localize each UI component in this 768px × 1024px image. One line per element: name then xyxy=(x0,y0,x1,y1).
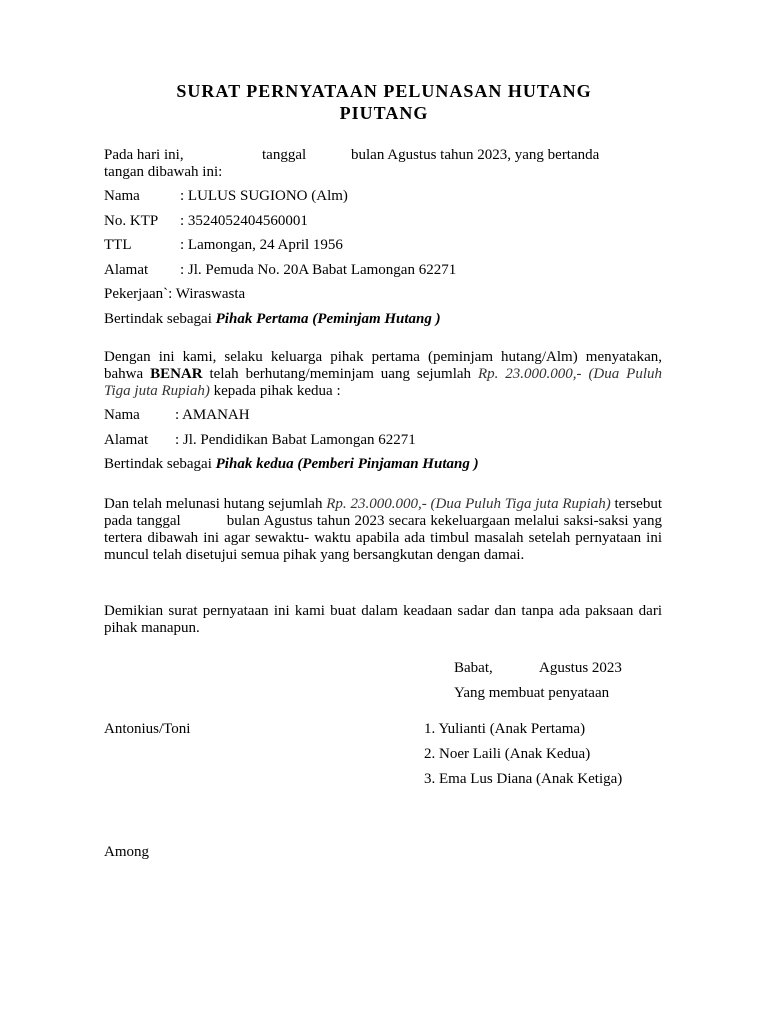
statement-text-2: telah berhutang/meminjam uang sejumlah xyxy=(209,366,472,382)
title-line-1: SURAT PERNYATAAN PELUNASAN HUTANG xyxy=(176,81,592,101)
statement-text-3: kepada pihak kedua : xyxy=(213,383,341,399)
witness-right-1: 1. Yulianti (Anak Pertama) xyxy=(424,721,586,737)
statement-amount: Rp. 23.000.000,- (Dua Puluh Tiga juta Rupiah) xyxy=(104,366,663,399)
nama-label: Nama xyxy=(104,407,140,423)
statement-text-1: Dengan ini kami, selaku keluarga pihak pertama (peminjam hutang/Alm) menyatakan, bahwa xyxy=(104,349,662,382)
alamat-label: Alamat xyxy=(104,432,149,448)
nama-value: : LULUS SUGIONO (Alm) xyxy=(180,188,348,204)
second-party-role-row xyxy=(104,456,479,473)
settlement-text-3: bulan Agustus tahun 2023 secara kekeluargaan melalui saksi-saksi yang tertera dibawah ini agar sewaktu- waktu apabila ada timbul masalah setelah pernyataan ini muncul telah disetujui semua pihak yang bersangkutan dengan damai. xyxy=(104,513,662,563)
second-party-role: Pihak kedua (Pemberi Pinjaman Hutang ) xyxy=(215,456,479,472)
alamat-value: : Jl. Pemuda No. 20A Babat Lamongan 62271 xyxy=(180,262,457,278)
nama-value: : AMANAH xyxy=(175,407,250,423)
ttl-label: TTL xyxy=(104,237,132,253)
pekerjaan-row: Pekerjaan`: Wiraswasta xyxy=(104,286,246,302)
nama-label: Nama xyxy=(104,188,140,204)
document-title xyxy=(104,80,664,124)
first-party-role-row xyxy=(104,311,441,328)
title-line-2: PIUTANG xyxy=(339,103,429,123)
settlement-paragraph xyxy=(104,496,662,564)
statement-paragraph xyxy=(104,349,662,400)
witness-left-1: Antonius/Toni xyxy=(104,721,191,737)
closing-paragraph: Demikian surat pernyataan ini kami buat dalam keadaan sadar dan tanpa ada paksaan dari pihak manapun. xyxy=(104,603,662,636)
ktp-label: No. KTP xyxy=(104,213,159,229)
role-prefix: Bertindak sebagai xyxy=(104,311,212,327)
settlement-text-2: tersebut pada tanggal xyxy=(104,496,662,529)
intro-pada-hari-ini: Pada hari ini, xyxy=(104,147,184,163)
intro-tanggal: tanggal xyxy=(262,147,307,163)
ttl-value: : Lamongan, 24 April 1956 xyxy=(180,237,343,253)
role-prefix: Bertindak sebagai xyxy=(104,456,212,472)
signature-maker: Yang membuat penyataan xyxy=(454,685,610,701)
signature-place: Babat, xyxy=(454,660,493,676)
alamat-value: : Jl. Pendidikan Babat Lamongan 62271 xyxy=(175,432,416,448)
signature-date: Agustus 2023 xyxy=(539,660,622,676)
settlement-text-1: Dan telah melunasi hutang sejumlah xyxy=(104,496,323,512)
witness-right-2: 2. Noer Laili (Anak Kedua) xyxy=(424,746,591,762)
intro-line-2: tangan dibawah ini: xyxy=(104,164,223,180)
first-party-role: Pihak Pertama (Peminjam Hutang ) xyxy=(215,311,441,327)
intro-rest: bulan Agustus tahun 2023, yang bertanda xyxy=(351,147,600,163)
witness-right-3: 3. Ema Lus Diana (Anak Ketiga) xyxy=(424,771,623,787)
benar-text: BENAR xyxy=(150,366,203,382)
witness-left-2: Among xyxy=(104,844,149,860)
settlement-amount: Rp. 23.000.000,- (Dua Puluh Tiga juta Rupiah) xyxy=(326,496,611,512)
ktp-value: : 3524052404560001 xyxy=(180,213,308,229)
alamat-label: Alamat xyxy=(104,262,149,278)
